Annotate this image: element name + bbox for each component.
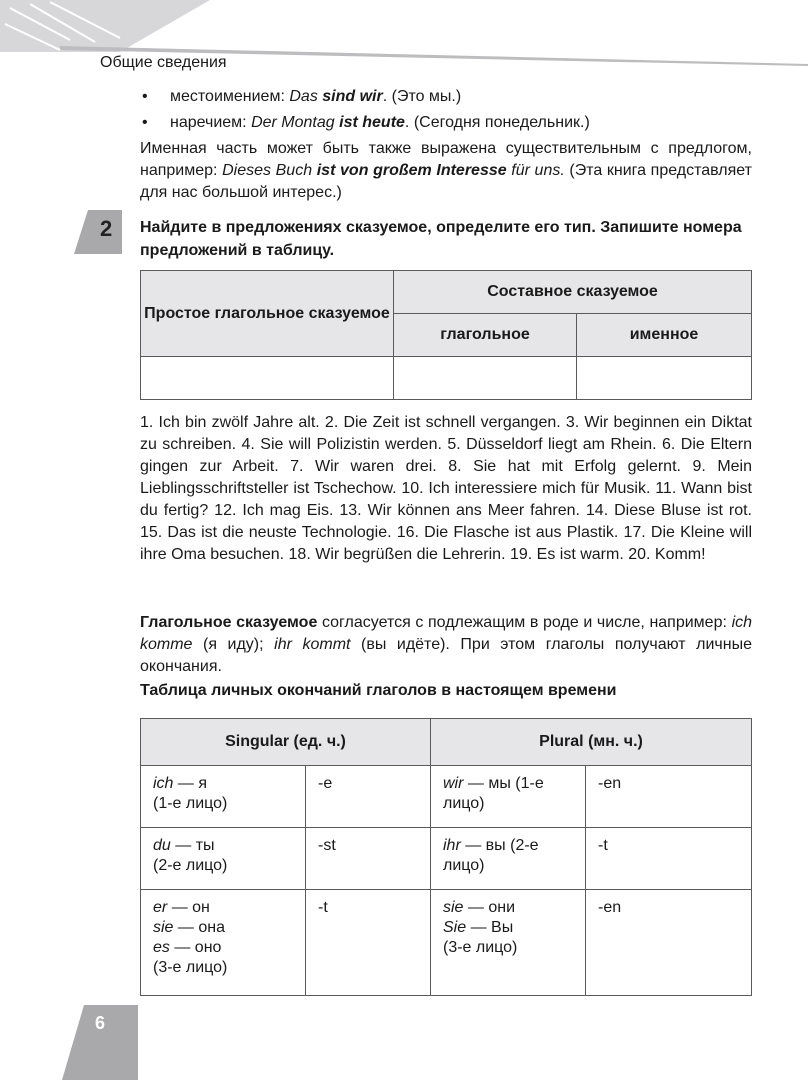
task-number-badge: [74, 210, 122, 254]
bullet-icon: •: [142, 114, 148, 131]
example-german: Dieses Buch: [222, 162, 313, 179]
task-number: 2: [100, 216, 113, 241]
pronoun: wir: [443, 775, 464, 792]
example-german: für uns.: [511, 162, 565, 179]
intro-lead: Именная часть может быть также выражена существительным с предлогом, например:: [140, 140, 752, 179]
table-row: [141, 766, 752, 828]
pronoun-translation: — Вы: [470, 919, 514, 936]
pronoun-translation: — оно: [174, 939, 222, 956]
bullet-icon: •: [142, 88, 148, 105]
table-row: [141, 828, 752, 890]
pronoun: es: [153, 939, 170, 956]
example-translation: (я иду);: [203, 636, 264, 653]
person-note: лицо): [443, 857, 485, 874]
plural-ending-cell: -en: [586, 890, 752, 996]
section-title: Общие сведения: [100, 54, 227, 71]
singular-ending-cell: -t: [306, 890, 431, 996]
endings-table-title: Таблица личных окончаний глаголов в настоящем времени: [140, 682, 617, 699]
answer-subcol-nominal: именное: [577, 314, 752, 357]
list-item: [140, 112, 752, 134]
answer-table: [140, 270, 752, 400]
singular-pronoun-cell: [141, 766, 306, 828]
pronoun-translation: — она: [177, 919, 225, 936]
intro-paragraph: [140, 138, 752, 204]
example-translation: . (Это мы.): [382, 88, 462, 105]
endings-head-plural: Plural (мн. ч.): [431, 719, 752, 766]
bullet-label: наречием:: [170, 114, 247, 131]
endings-table: [140, 718, 752, 996]
person-note: (2-е лицо): [153, 857, 228, 874]
singular-pronoun-cell: [141, 890, 306, 996]
pronoun-translation: — я: [177, 775, 208, 792]
example-predicate: ist heute: [339, 114, 405, 131]
task-instruction: Найдите в предложениях сказуемое, определите его тип. Запишите номера предложений в таблицу.: [140, 219, 742, 259]
pronoun-translation: — ты: [175, 837, 215, 854]
intro-bullet-list: [140, 86, 752, 138]
pronoun: sie: [153, 919, 174, 936]
endings-head-singular: Singular (ед. ч.): [141, 719, 431, 766]
pronoun-translation: — вы (2-е: [465, 837, 539, 854]
list-item: [140, 86, 752, 108]
rule-paragraph: [140, 612, 752, 678]
pronoun: er: [153, 899, 168, 916]
pronoun: ich: [153, 775, 174, 792]
answer-cell-verbal[interactable]: [394, 357, 577, 400]
answer-cell-simple[interactable]: [141, 357, 394, 400]
answer-cell-nominal[interactable]: [577, 357, 752, 400]
exercise-sentences: 1. Ich bin zwölf Jahre alt. 2. Die Zeit ist schnell vergangen. 3. Wir beginnen ein Diktat zu schreiben. 4. Sie will Polizistin werden. 5. Düsseldorf liegt am Rhein. 6. Die Eltern gingen zur Arbeit. 7. Wir waren drei. 8. Sie hat mit Erfolg gelernt. 9. Mein Lieblingsschriftsteller ist Tschechow. 10. Ich interessiere mich für Musik. 11. Wann bist du fertig? 12. Ich mag Eis. 13. Wir können ans Meer fahren. 14. Diese Bluse ist rot. 15. Das ist die neuste Technologie. 16. Die Flasche ist aus Plastik. 17. Die Kleine will ihre Oma besuchen. 18. Wir begrüßen die Lehrerin. 19. Es ist warm. 20. Komm!: [140, 414, 752, 563]
singular-pronoun-cell: [141, 828, 306, 890]
plural-ending-cell: -t: [586, 828, 752, 890]
example-predicate: ist von großem Interesse: [316, 162, 507, 179]
plural-ending-cell: -en: [586, 766, 752, 828]
example-predicate: sind wir: [322, 88, 383, 105]
example-german: ihr kommt: [274, 636, 351, 653]
answer-col-simple: Простое глагольное сказуемое: [141, 271, 394, 357]
page-number: 6: [95, 1013, 106, 1033]
pronoun-translation: — он: [171, 899, 210, 916]
pronoun: ihr: [443, 837, 461, 854]
example-german: Das: [289, 88, 318, 105]
pronoun: du: [153, 837, 171, 854]
table-row: [141, 890, 752, 996]
pronoun-translation: — мы (1-е: [467, 775, 544, 792]
person-note: (1-е лицо): [153, 795, 228, 812]
rule-term: Глагольное сказуемое: [140, 614, 318, 631]
example-german: ich komme: [140, 614, 753, 653]
singular-ending-cell: -e: [306, 766, 431, 828]
person-note: (3-е лицо): [443, 939, 518, 956]
plural-pronoun-cell: [431, 828, 586, 890]
singular-ending-cell: -st: [306, 828, 431, 890]
plural-pronoun-cell: [431, 766, 586, 828]
pronoun: sie: [443, 899, 464, 916]
example-german: Der Montag: [251, 114, 335, 131]
rule-text: согласуется с подлежащим в роде и числе, например:: [321, 614, 727, 631]
example-translation: (Эта книга представляет для нас большой интерес.): [140, 162, 753, 201]
person-note: лицо): [443, 795, 485, 812]
answer-subcol-verbal: глагольное: [394, 314, 577, 357]
pronoun-translation: — они: [467, 899, 516, 916]
pronoun: Sie: [443, 919, 467, 936]
answer-col-compound: Составное сказуемое: [394, 271, 752, 314]
example-translation: . (Сегодня понедельник.): [404, 114, 590, 131]
plural-pronoun-cell: [431, 890, 586, 996]
rule-text: (вы идёте). При этом глаголы получают личные окончания.: [140, 636, 752, 675]
bullet-label: местоимением:: [170, 88, 285, 105]
person-note: (3-е лицо): [153, 959, 228, 976]
